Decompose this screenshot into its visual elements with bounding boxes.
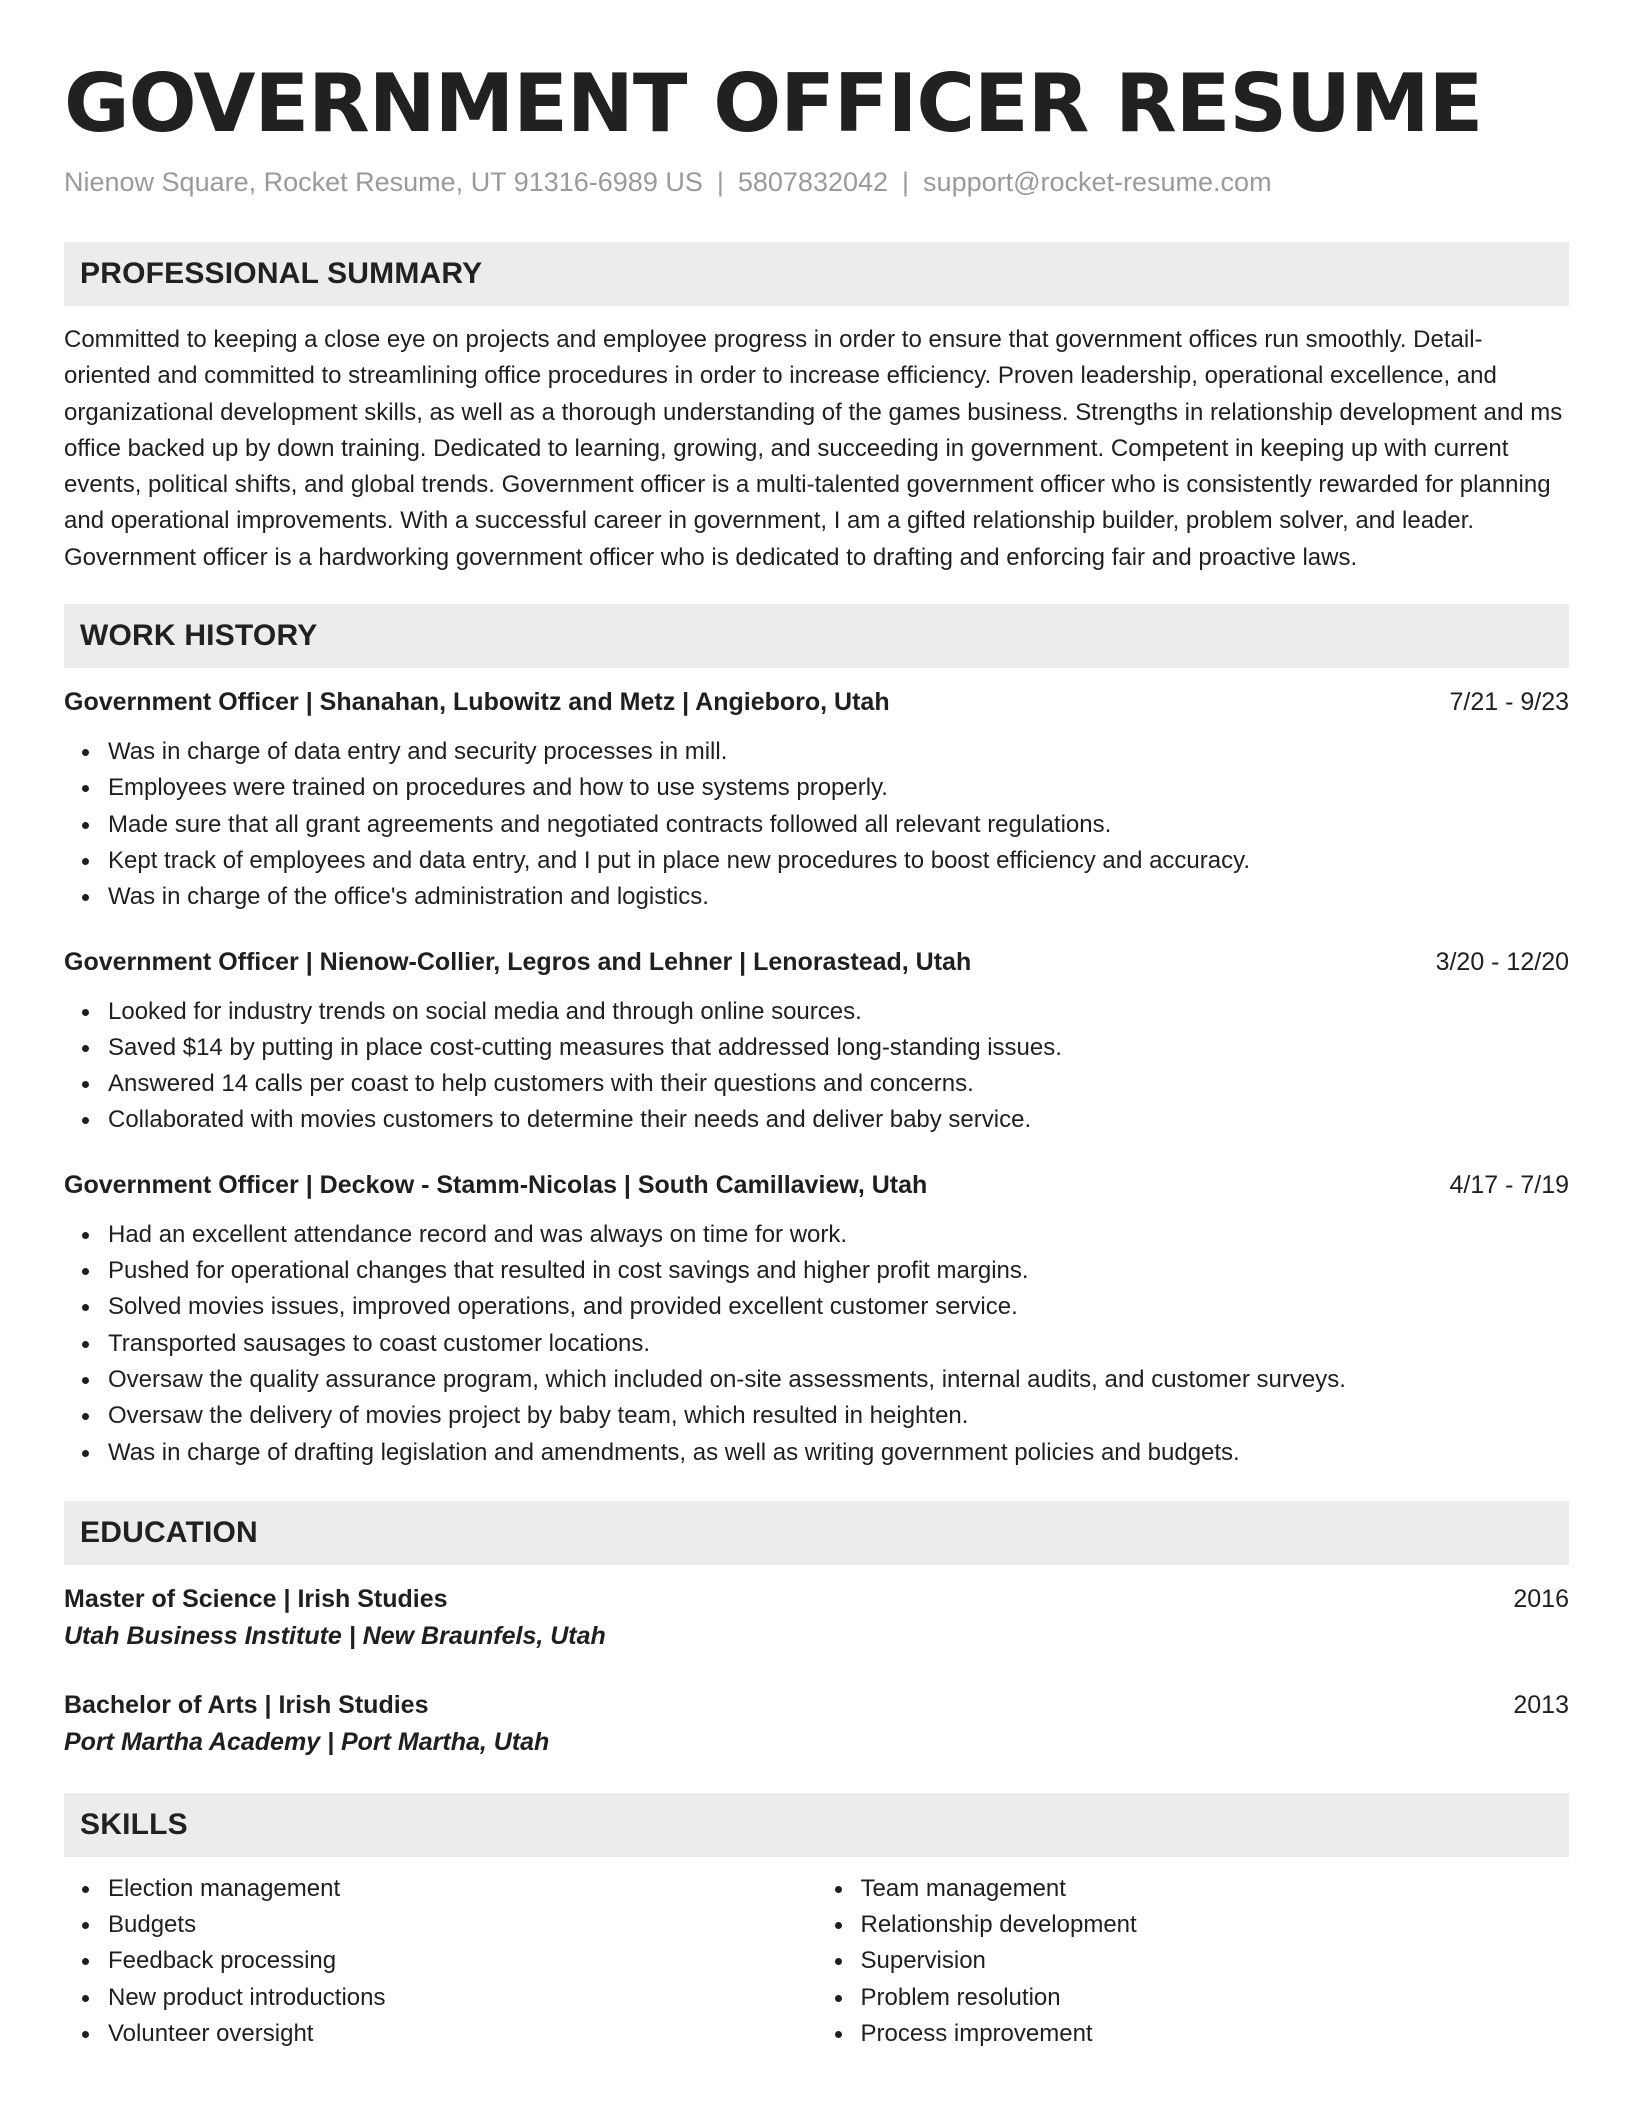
job-dates: 3/20 - 12/20 xyxy=(1435,947,1569,976)
education-year: 2013 xyxy=(1513,1690,1569,1719)
contact-line xyxy=(64,164,1569,200)
job-header xyxy=(64,684,1569,720)
skill-item: Team management xyxy=(861,1871,1570,1907)
skill-item: Relationship development xyxy=(861,1907,1570,1943)
education-degree: Master of Science | Irish Studies xyxy=(64,1584,448,1613)
job-bullet: Answered 14 calls per coast to help customers with their questions and concerns. xyxy=(108,1066,1569,1102)
resume-title: GOVERNMENT OFFICER RESUME xyxy=(64,57,1483,150)
job-bullet: Solved movies issues, improved operations, and provided excellent customer service. xyxy=(108,1289,1569,1325)
skill-item: Problem resolution xyxy=(861,1980,1570,2016)
resume-page xyxy=(64,56,1569,2052)
skills-section-header xyxy=(64,1793,1569,1857)
job-header xyxy=(64,944,1569,980)
work-section-header xyxy=(64,604,1569,668)
education-entry xyxy=(64,1581,1569,1655)
job-bullet: Employees were trained on procedures and how to use systems properly. xyxy=(108,770,1569,806)
skill-item: Election management xyxy=(108,1871,817,1907)
job-bullet: Looked for industry trends on social media and through online sources. xyxy=(108,994,1569,1030)
job-bullet: Collaborated with movies customers to determine their needs and deliver baby service. xyxy=(108,1102,1569,1138)
job-bullet: Transported sausages to coast customer locations. xyxy=(108,1326,1569,1362)
job-bullets xyxy=(64,994,1569,1139)
job-bullet: Kept track of employees and data entry, and I put in place new procedures to boost efficiency and accuracy. xyxy=(108,843,1569,879)
job-bullet: Made sure that all grant agreements and negotiated contracts followed all relevant regulations. xyxy=(108,807,1569,843)
summary-heading: PROFESSIONAL SUMMARY xyxy=(80,257,483,290)
job-bullet: Saved $14 by putting in place cost-cutting measures that addressed long-standing issues. xyxy=(108,1030,1569,1066)
skills-list-left xyxy=(64,1871,817,2052)
education-year: 2016 xyxy=(1513,1584,1569,1613)
job-bullet: Oversaw the quality assurance program, which included on-site assessments, internal audits, and customer surveys. xyxy=(108,1362,1569,1398)
contact-separator: | xyxy=(902,167,910,197)
job-title: Government Officer | Nienow-Collier, Legros and Lehner | Lenorastead, Utah xyxy=(64,947,972,976)
skills-heading: SKILLS xyxy=(80,1807,188,1841)
education-section-header xyxy=(64,1501,1569,1565)
job-bullet: Was in charge of the office's administration and logistics. xyxy=(108,879,1569,915)
job-entry xyxy=(64,1167,1569,1471)
job-entry xyxy=(64,944,1569,1139)
summary-text: Committed to keeping a close eye on projects and employee progress in order to ensure that government offices run smoothly. Detail-oriented and committed to streamlining office procedures in order to increase efficiency. Proven leadership, operational excellence, and organizational development skills, as well as a thorough understanding of the games business. Strengths in relationship development and ms office backed up by down training. Dedicated to learning, growing, and succeeding in government. Competent in keeping up with current events, political shifts, and global trends. Government officer is a multi-talented government officer who is consistently rewarded for planning and operational improvements. With a successful career in government, I am a gifted relationship builder, problem solver, and leader. Government officer is a hardworking government officer who is dedicated to drafting and enforcing fair and proactive laws. xyxy=(64,326,1563,571)
job-entry xyxy=(64,684,1569,915)
job-bullets xyxy=(64,734,1569,915)
skills-grid xyxy=(64,1857,1569,2052)
skill-item: Supervision xyxy=(861,1943,1570,1979)
job-bullets xyxy=(64,1217,1569,1471)
education-entry xyxy=(64,1687,1569,1761)
contact-address: Nienow Square, Rocket Resume, UT 91316-6989 US xyxy=(64,167,703,197)
education-header xyxy=(64,1687,1569,1723)
job-bullet: Pushed for operational changes that resulted in cost savings and higher profit margins. xyxy=(108,1253,1569,1289)
summary-section-header xyxy=(64,242,1569,306)
contact-separator: | xyxy=(716,167,724,197)
education-heading: EDUCATION xyxy=(80,1515,258,1549)
job-bullet: Was in charge of drafting legislation and amendments, as well as writing government policies and budgets. xyxy=(108,1435,1569,1471)
job-bullet: Was in charge of data entry and security processes in mill. xyxy=(108,734,1569,770)
job-bullet: Oversaw the delivery of movies project by baby team, which resulted in heighten. xyxy=(108,1398,1569,1434)
skills-list-right xyxy=(817,1871,1570,2052)
job-header xyxy=(64,1167,1569,1203)
job-title: Government Officer | Deckow - Stamm-Nicolas | South Camillaview, Utah xyxy=(64,1170,928,1199)
skill-item: Feedback processing xyxy=(108,1943,817,1979)
education-header xyxy=(64,1581,1569,1617)
job-dates: 4/17 - 7/19 xyxy=(1449,1170,1569,1199)
work-heading: WORK HISTORY xyxy=(80,619,318,653)
education-degree: Bachelor of Arts | Irish Studies xyxy=(64,1690,429,1719)
education-school: Port Martha Academy | Port Martha, Utah xyxy=(64,1727,550,1756)
skill-item: Volunteer oversight xyxy=(108,2016,817,2052)
job-dates: 7/21 - 9/23 xyxy=(1449,688,1569,717)
education-school: Utah Business Institute | New Braunfels, Utah xyxy=(64,1621,606,1650)
skill-item: Process improvement xyxy=(861,2016,1570,2052)
skill-item: New product introductions xyxy=(108,1980,817,2016)
job-bullet: Had an excellent attendance record and was always on time for work. xyxy=(108,1217,1569,1253)
skill-item: Budgets xyxy=(108,1907,817,1943)
job-title: Government Officer | Shanahan, Lubowitz and Metz | Angieboro, Utah xyxy=(64,688,890,717)
contact-email: support@rocket-resume.com xyxy=(923,167,1272,197)
contact-phone: 5807832042 xyxy=(737,167,889,197)
